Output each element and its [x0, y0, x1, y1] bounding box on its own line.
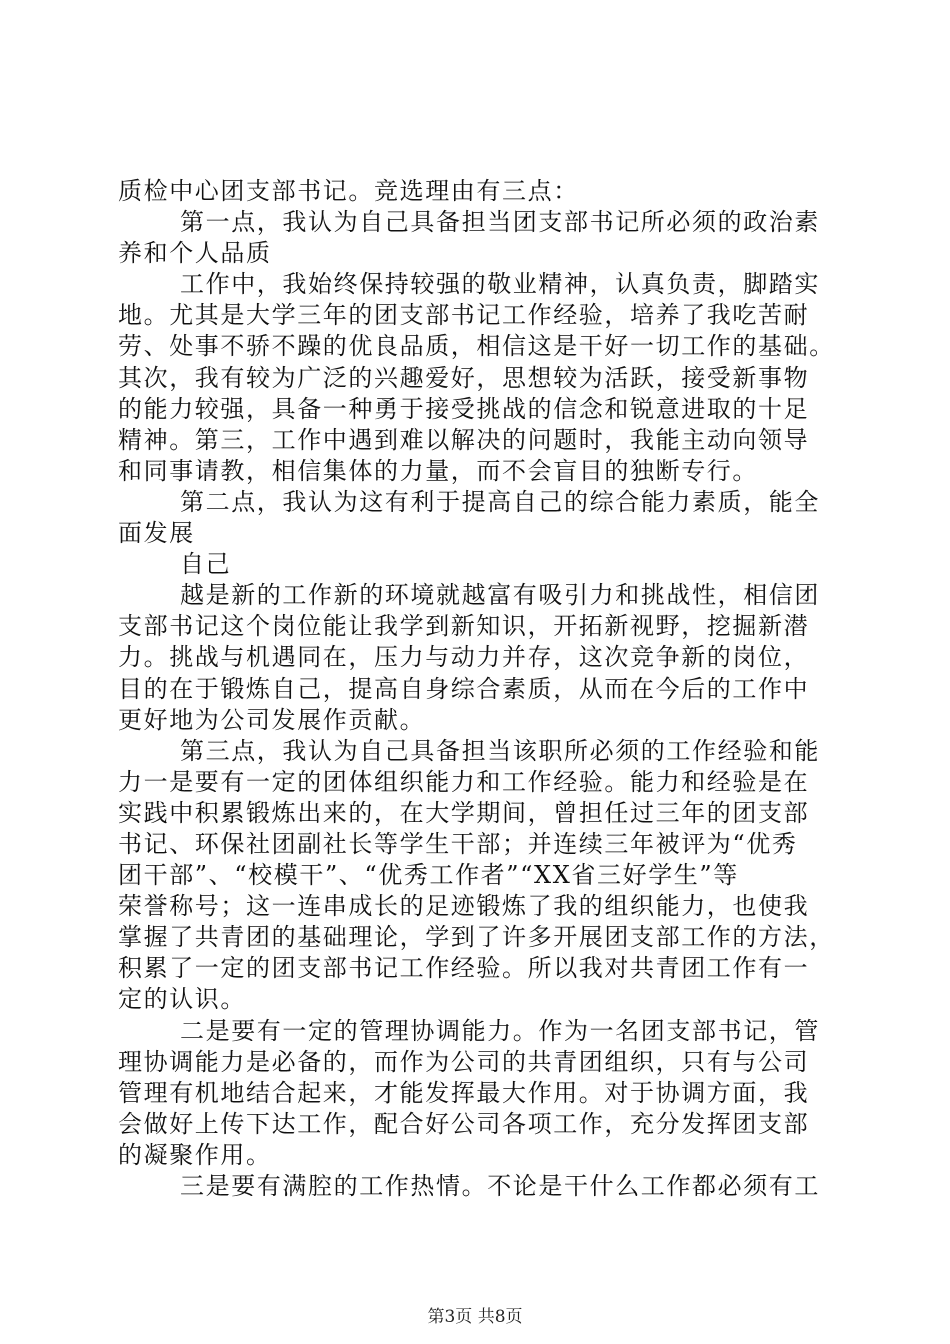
text-line: 劳、处事不骄不躁的优良品质，相信这是干好一切工作的基础。	[118, 332, 835, 361]
text-line: 支部书记这个岗位能让我学到新知识，开拓新视野，挖掘新潜	[118, 612, 810, 641]
text-line: 自己	[180, 550, 232, 579]
text-line: 书记、环保社团副社长等学生干部；并连续三年被评为“优秀	[118, 829, 798, 858]
page-footer	[0, 1307, 950, 1327]
text-line: 更好地为公司发展作贡献。	[118, 705, 426, 734]
text-line: 越是新的工作新的环境就越富有吸引力和挑战性，相信团	[180, 581, 820, 610]
text-line: 第二点，我认为这有利于提高自己的综合能力素质，能全	[180, 487, 820, 516]
text-line: 工作中，我始终保持较强的敬业精神，认真负责，脚踏实	[180, 270, 820, 299]
text-line: 第一点，我认为自己具备担当团支部书记所必须的政治素	[180, 208, 820, 237]
text-line: 荣誉称号；这一连串成长的足迹锻炼了我的组织能力，也使我	[118, 892, 810, 921]
text-line: 掌握了共青团的基础理论，学到了许多开展团支部工作的方法，	[118, 923, 835, 952]
text-line: 地。尤其是大学三年的团支部书记工作经验，培养了我吃苦耐	[118, 301, 810, 330]
text-line: 力一是要有一定的团体组织能力和工作经验。能力和经验是在	[118, 767, 810, 796]
text-line: 力。挑战与机遇同在，压力与动力并存，这次竞争新的岗位，	[118, 643, 810, 672]
text-line: 的凝聚作用。	[118, 1140, 272, 1169]
text-line: 二是要有一定的管理协调能力。作为一名团支部书记，管	[180, 1016, 820, 1045]
text-line: 其次，我有较为广泛的兴趣爱好，思想较为活跃，接受新事物	[118, 363, 810, 392]
text-line: 团干部”、“校模干”、“优秀工作者”“XX省三好学生”等	[118, 861, 739, 890]
text-line: 实践中积累锻炼出来的，在大学期间，曾担任过三年的团支部	[118, 798, 810, 827]
text-line: 理协调能力是必备的，而作为公司的共青团组织，只有与公司	[118, 1047, 810, 1076]
body-text	[118, 176, 834, 1202]
page-number: 第3页 共8页	[427, 1307, 523, 1327]
text-line: 管理有机地结合起来，才能发挥最大作用。对于协调方面，我	[118, 1078, 810, 1107]
text-line: 面发展	[118, 519, 195, 548]
text-line: 和同事请教，相信集体的力量，而不会盲目的独断专行。	[118, 456, 758, 485]
text-line: 定的认识。	[118, 985, 246, 1014]
text-line: 三是要有满腔的工作热情。不论是干什么工作都必须有工	[180, 1172, 820, 1200]
text-line: 会做好上传下达工作，配合好公司各项工作，充分发挥团支部	[118, 1109, 810, 1138]
text-line: 目的在于锻炼自己，提高自身综合素质，从而在今后的工作中	[118, 674, 810, 703]
text-line: 质检中心团支部书记。竞选理由有三点：	[118, 177, 579, 205]
text-line: 第三点，我认为自己具备担当该职所必须的工作经验和能	[180, 736, 820, 765]
text-line: 积累了一定的团支部书记工作经验。所以我对共青团工作有一	[118, 954, 810, 983]
text-line: 养和个人品质	[118, 239, 272, 268]
text-line: 精神。第三，工作中遇到难以解决的问题时，我能主动向领导	[118, 425, 810, 454]
text-line: 的能力较强，具备一种勇于接受挑战的信念和锐意进取的十足	[118, 394, 810, 423]
